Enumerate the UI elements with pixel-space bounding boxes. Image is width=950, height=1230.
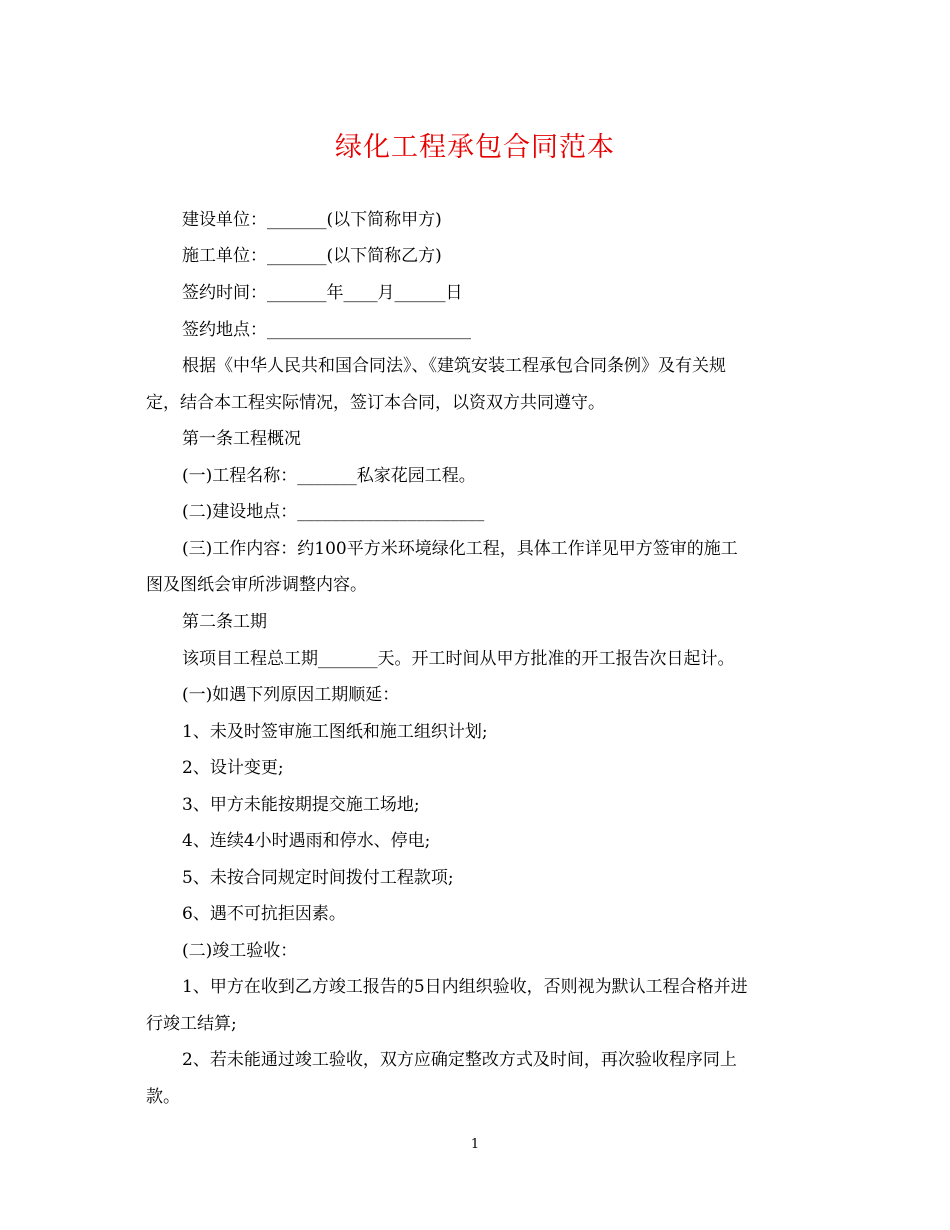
text-line-signing-place: 签约地点：________________________	[182, 320, 471, 340]
list-item-acceptance-1: 1、甲方在收到乙方竣工报告的5日内组织验收，否则视为默认工程合格并进	[182, 977, 748, 997]
list-item-extension-5: 5、未按合同规定时间拨付工程款项;	[182, 868, 454, 888]
text-line-preamble-1: 根据《中华人民共和国合同法》、《建筑安装工程承包合同条例》及有关规	[182, 356, 726, 376]
list-item-acceptance-2: 2、若未能通过竣工验收，双方应确定整改方式及时间，再次验收程序同上	[182, 1050, 737, 1070]
list-item-acceptance-2-cont: 款。	[146, 1087, 180, 1107]
text-line-site-location: (二)建设地点：______________________	[182, 502, 485, 522]
list-item-extension-1: 1、未及时签审施工图纸和施工组织计划;	[182, 722, 488, 742]
text-line-construction-unit: 建设单位：_______(以下简称甲方)	[182, 210, 442, 230]
article-heading-2: 第二条工期	[182, 612, 267, 632]
list-item-extension-4: 4、连续4小时遇雨和停水、停电;	[182, 831, 431, 851]
article-heading-1: 第一条工程概况	[182, 429, 301, 449]
text-line-contractor-unit: 施工单位：_______(以下简称乙方)	[182, 246, 442, 266]
text-line-acceptance-heading: (二)竣工验收：	[182, 941, 298, 961]
list-item-acceptance-1-cont: 行竣工结算;	[146, 1014, 237, 1034]
text-line-project-name: (一)工程名称：_______私家花园工程。	[182, 466, 476, 486]
text-line-signing-date: 签约时间：_______年____月______日	[182, 283, 463, 303]
list-item-extension-6: 6、遇不可抗拒因素。	[182, 904, 346, 924]
text-line-work-content-1: (三)工作内容：约100平方米环境绿化工程，具体工作详见甲方签审的施工	[182, 539, 738, 559]
text-line-preamble-2: 定，结合本工程实际情况，签订本合同，以资双方共同遵守。	[146, 393, 605, 413]
text-line-extension-heading: (一)如遇下列原因工期顺延：	[182, 685, 400, 705]
page-number: 1	[470, 1137, 480, 1152]
document-title: 绿化工程承包合同范本	[335, 132, 615, 163]
text-line-duration: 该项目工程总工期_______天。开工时间从甲方批准的开工报告次日起计。	[182, 649, 735, 669]
list-item-extension-2: 2、设计变更;	[182, 758, 284, 778]
list-item-extension-3: 3、甲方未能按期提交施工场地;	[182, 795, 420, 815]
text-line-work-content-2: 图及图纸会审所涉调整内容。	[146, 575, 367, 595]
